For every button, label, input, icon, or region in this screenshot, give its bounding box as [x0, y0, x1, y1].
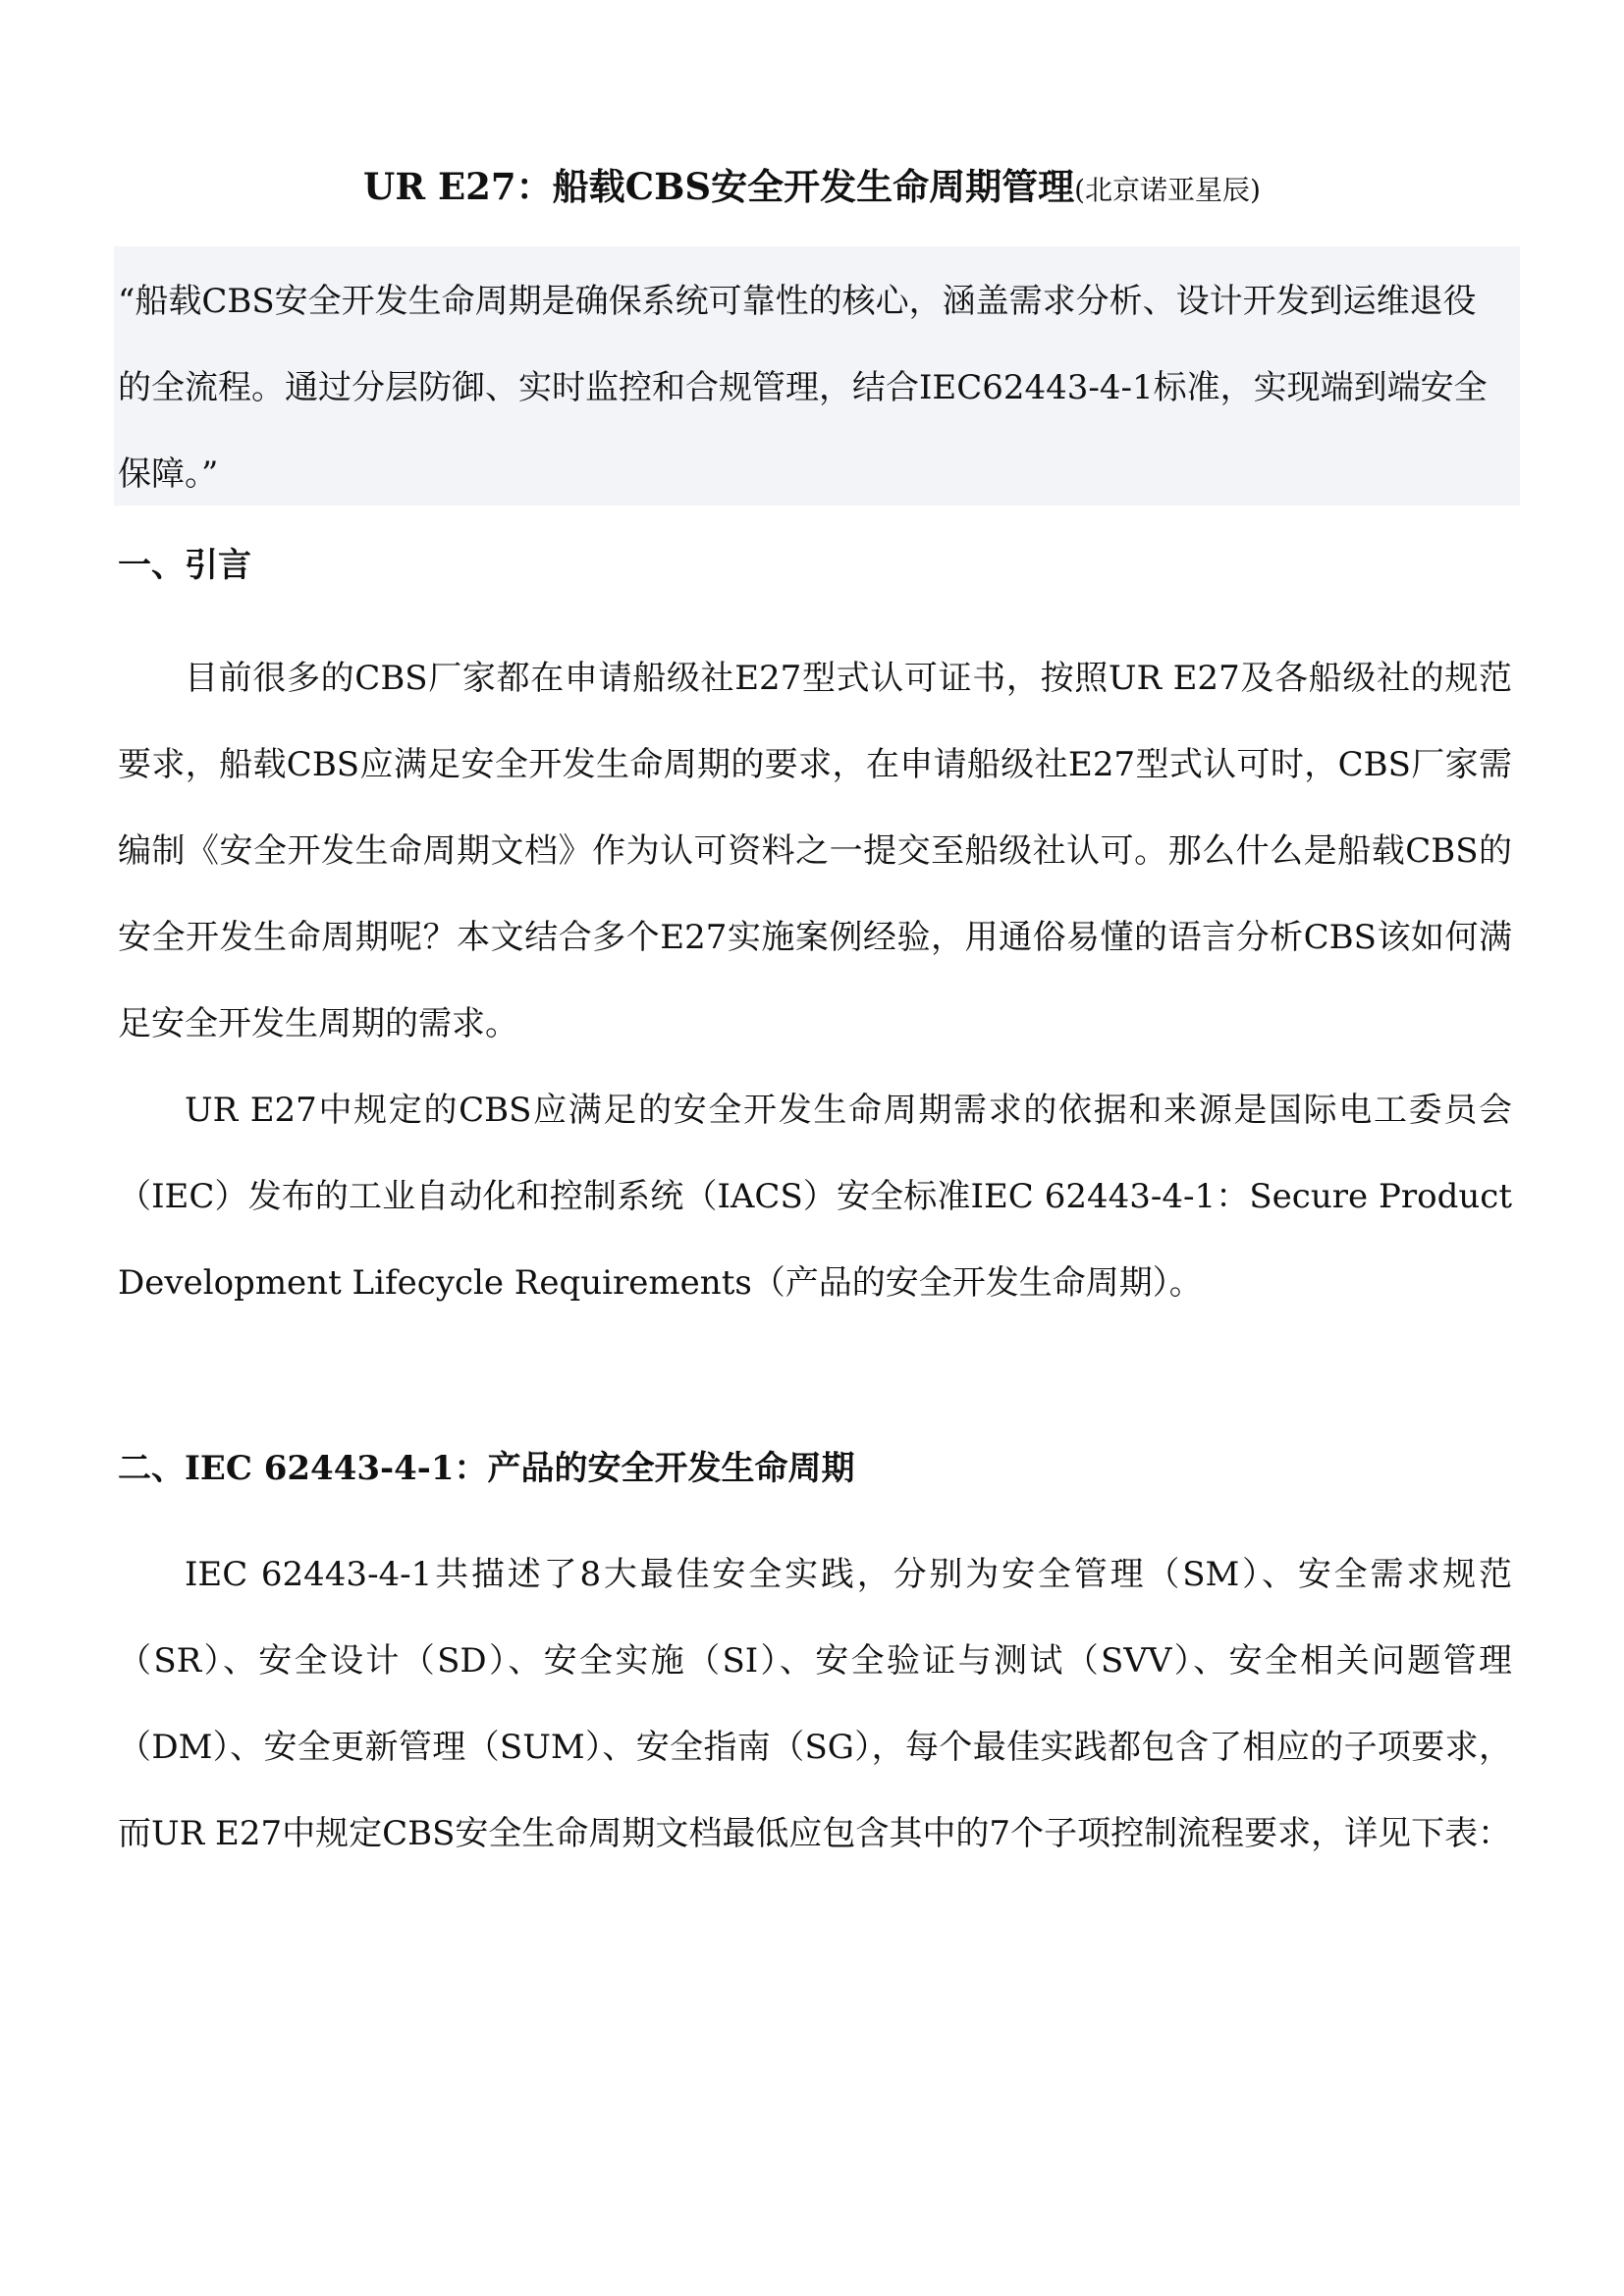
document-title-organization: (北京诺亚星辰) [1074, 174, 1261, 206]
section-heading-iec-62443: 二、IEC 62443-4-1：产品的安全开发生命周期 [118, 1449, 855, 1488]
document-title-text: UR E27：船载CBS安全开发生命周期管理 [363, 165, 1075, 208]
summary-quote-box: “船载CBS安全开发生命周期是确保系统可靠性的核心，涵盖需求分析、设计开发到运维退役的全流程。通过分层防御、实时监控和合规管理，结合IEC62443-4-1标准，实现端到端安全保障。” [114, 246, 1520, 506]
paragraph-intro-1: 目前很多的CBS厂家都在申请船级社E27型式认可证书，按照UR E27及各船级社的规范要求，船载CBS应满足安全开发生命周期的要求，在申请船级社E27型式认可时，CBS厂家需编制《安全开发生命周期文档》作为认可资料之一提交至船级社认可。那么什么是船载CBS的安全开发生命周期呢？本文结合多个E27实施案例经验，用通俗易懂的语言分析CBS该如何满足安全开发生周期的需求。 [118, 659, 1512, 1043]
paragraph-iec-62443-1: IEC 62443-4-1共描述了8大最佳安全实践，分别为安全管理（SM）、安全需求规范（SR）、安全设计（SD）、安全实施（SI）、安全验证与测试（SVV）、安全相关问题管理（DM）、安全更新管理（SUM）、安全指南（SG），每个最佳实践都包含了相应的子项要求，而UR E27中规定CBS安全生命周期文档最低应包含其中的7个子项控制流程要求，详见下表： [118, 1555, 1512, 1853]
paragraph-intro-2: UR E27中规定的CBS应满足的安全开发生命周期需求的依据和来源是国际电工委员会（IEC）发布的工业自动化和控制系统（IACS）安全标准IEC 62443-4-1：Secure Product Development Lifecycle Requirements（产品的安全开发生命周期）。 [118, 1091, 1512, 1303]
document-title [0, 157, 1624, 220]
section-heading-introduction: 一、引言 [118, 546, 251, 585]
